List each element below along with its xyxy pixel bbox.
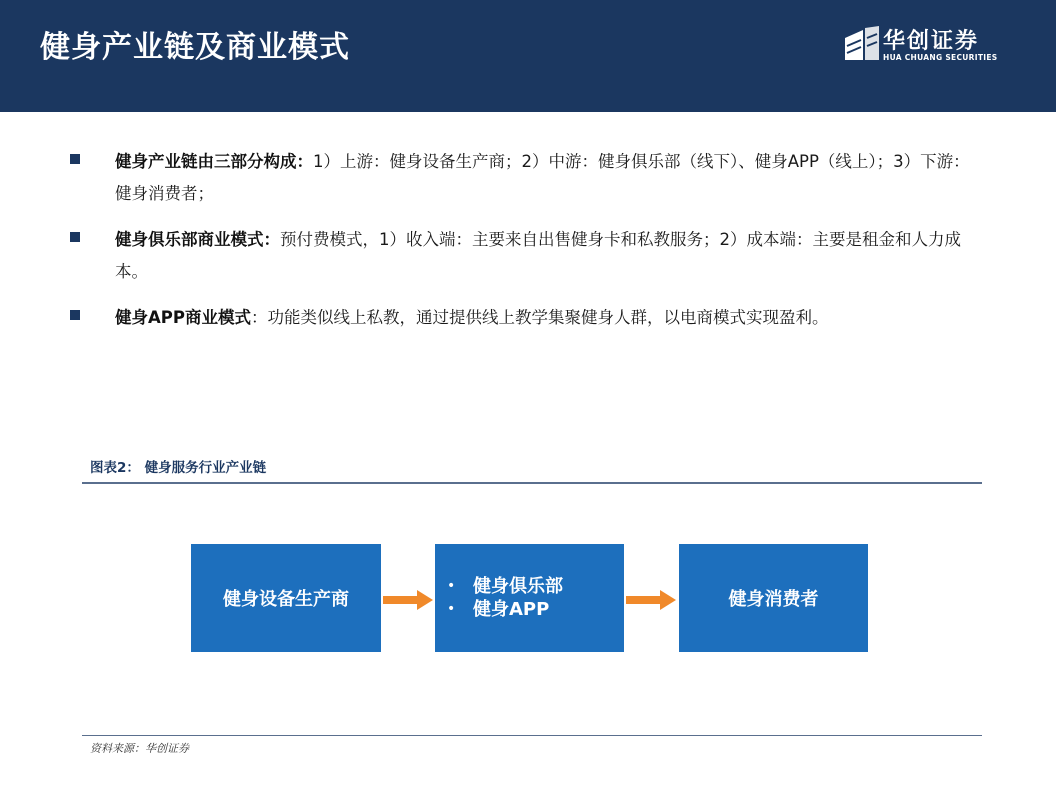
logo-text: 华创证券 bbox=[883, 29, 980, 54]
midstream-item bbox=[447, 575, 563, 598]
logo-subtext: HUA CHUANG SECURITIES bbox=[883, 53, 998, 62]
bullet-text bbox=[115, 224, 978, 288]
bullet-body: 预付费模式，1）收入端：主要来自出售健身卡和私教服务；2）成本端：主要是租金和人力成本。 bbox=[115, 230, 961, 281]
square-bullet-icon bbox=[70, 310, 80, 320]
arrow-right-icon bbox=[626, 588, 678, 612]
midstream-box bbox=[435, 544, 624, 652]
downstream-label: 健身消费者 bbox=[728, 589, 819, 610]
bullet-text bbox=[115, 146, 978, 210]
square-bullet-icon bbox=[70, 232, 80, 242]
midstream-list bbox=[435, 575, 563, 621]
midstream-item bbox=[447, 598, 563, 621]
bullet-heading: 健身产业链由三部分构成： bbox=[115, 152, 313, 171]
page-title: 健身产业链及商业模式 bbox=[40, 30, 350, 65]
midstream-item-label: 健身APP bbox=[473, 599, 550, 620]
logo-mark-icon bbox=[845, 26, 879, 62]
bullet-body: 1）上游：健身设备生产商；2）中游：健身俱乐部（线下）、健身APP（线上）；3）下游：健身消费者； bbox=[115, 152, 970, 203]
upstream-label: 健身设备生产商 bbox=[223, 589, 349, 610]
square-bullet-icon bbox=[70, 154, 80, 164]
figure-bottom-divider bbox=[82, 735, 982, 736]
figure-title: 图表2： 健身服务行业产业链 bbox=[90, 460, 267, 476]
bullet-dot-icon: • bbox=[447, 601, 456, 617]
upstream-box bbox=[191, 544, 381, 652]
figure-top-divider bbox=[82, 482, 982, 484]
bullet-item bbox=[68, 224, 978, 288]
bullet-list bbox=[68, 146, 978, 348]
bullet-item bbox=[68, 302, 978, 334]
downstream-box bbox=[679, 544, 868, 652]
bullet-dot-icon: • bbox=[447, 578, 456, 594]
source-note: 资料来源：华创证券 bbox=[90, 742, 189, 755]
bullet-heading: 健身APP商业模式 bbox=[115, 308, 251, 327]
bullet-text bbox=[115, 302, 978, 334]
midstream-item-label: 健身俱乐部 bbox=[473, 576, 563, 597]
bullet-item bbox=[68, 146, 978, 210]
bullet-heading: 健身俱乐部商业模式： bbox=[115, 230, 280, 249]
bullet-body: ：功能类似线上私教，通过提供线上教学集聚健身人群，以电商模式实现盈利。 bbox=[250, 308, 829, 327]
arrow-right-icon bbox=[383, 588, 435, 612]
header-bar bbox=[0, 0, 1056, 112]
company-logo bbox=[845, 26, 1005, 66]
